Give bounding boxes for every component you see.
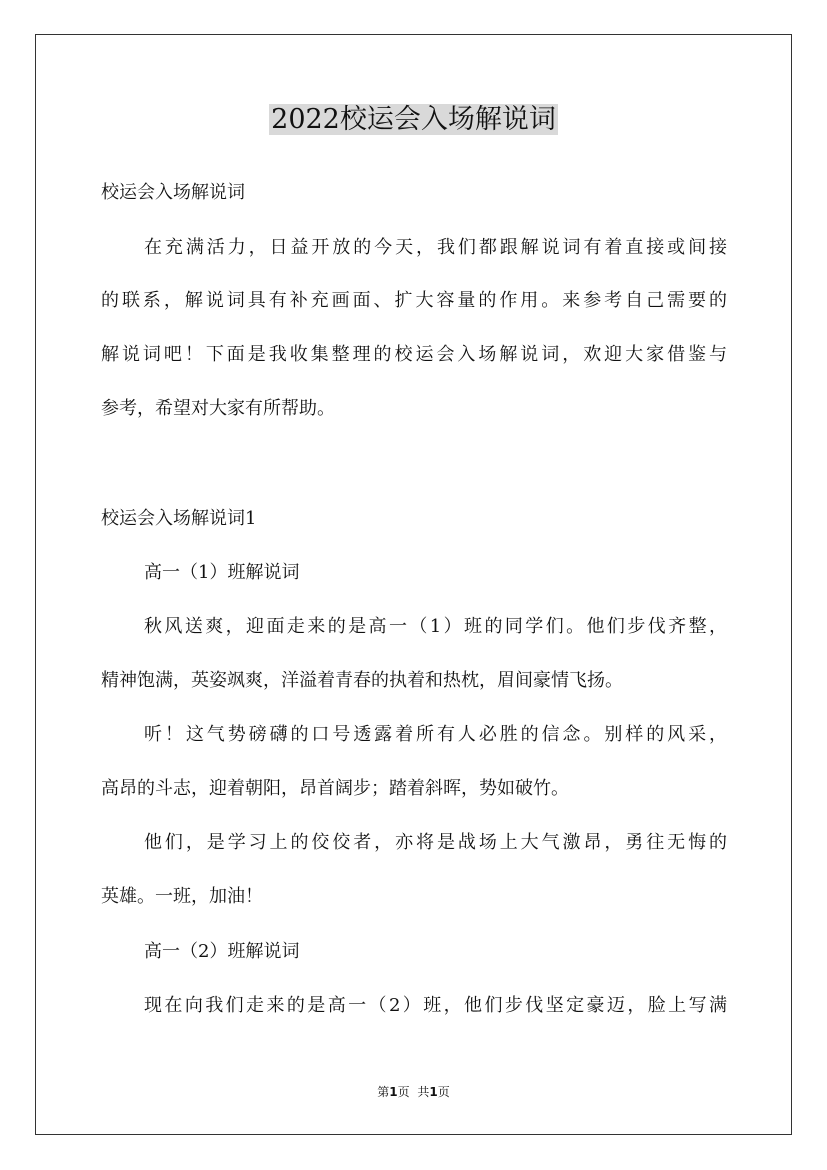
paragraph-line: 解说词吧！下面是我收集整理的校运会入场解说词，欢迎大家借鉴与 <box>101 344 727 365</box>
total-suffix: 页 <box>437 1085 450 1099</box>
sub-heading: 高一（1）班解说词 <box>144 562 300 583</box>
page-number: 1 <box>389 1085 398 1099</box>
paragraph-line: 高昂的斗志，迎着朝阳，昂首阔步；踏着斜晖，势如破竹。 <box>101 778 569 799</box>
paragraph-line: 听！这气势磅礴的口号透露着所有人必胜的信念。别样的风采， <box>144 724 727 745</box>
total-pages: 1 <box>429 1085 438 1099</box>
section-heading: 校运会入场解说词 <box>101 182 245 203</box>
section-heading: 校运会入场解说词1 <box>101 508 257 529</box>
paragraph-line: 他们，是学习上的佼佼者，亦将是战场上大气激昂，勇往无悔的 <box>144 832 727 853</box>
page-suffix: 页 <box>397 1085 410 1099</box>
paragraph-line: 在充满活力，日益开放的今天，我们都跟解说词有着直接或间接 <box>144 237 727 258</box>
paragraph-line: 现在向我们走来的是高一（2）班，他们步伐坚定豪迈，脸上写满 <box>144 995 727 1016</box>
paragraph-line: 英雄。一班，加油！ <box>101 886 263 907</box>
paragraph-line: 秋风送爽，迎面走来的是高一（1）班的同学们。他们步伐齐整， <box>144 616 727 637</box>
total-prefix: 共 <box>417 1085 430 1099</box>
paragraph-line: 精神饱满，英姿飒爽，洋溢着青春的执着和热枕，眉间豪情飞扬。 <box>101 670 623 691</box>
document-title-text: 2022校运会入场解说词 <box>271 104 556 135</box>
sub-heading: 高一（2）班解说词 <box>144 941 300 962</box>
paragraph-line: 参考，希望对大家有所帮助。 <box>101 398 335 419</box>
page-prefix: 第 <box>377 1085 390 1099</box>
paragraph-line: 的联系，解说词具有补充画面、扩大容量的作用。来参考自己需要的 <box>101 290 727 311</box>
page-footer <box>0 1084 827 1100</box>
document-title <box>0 100 827 140</box>
